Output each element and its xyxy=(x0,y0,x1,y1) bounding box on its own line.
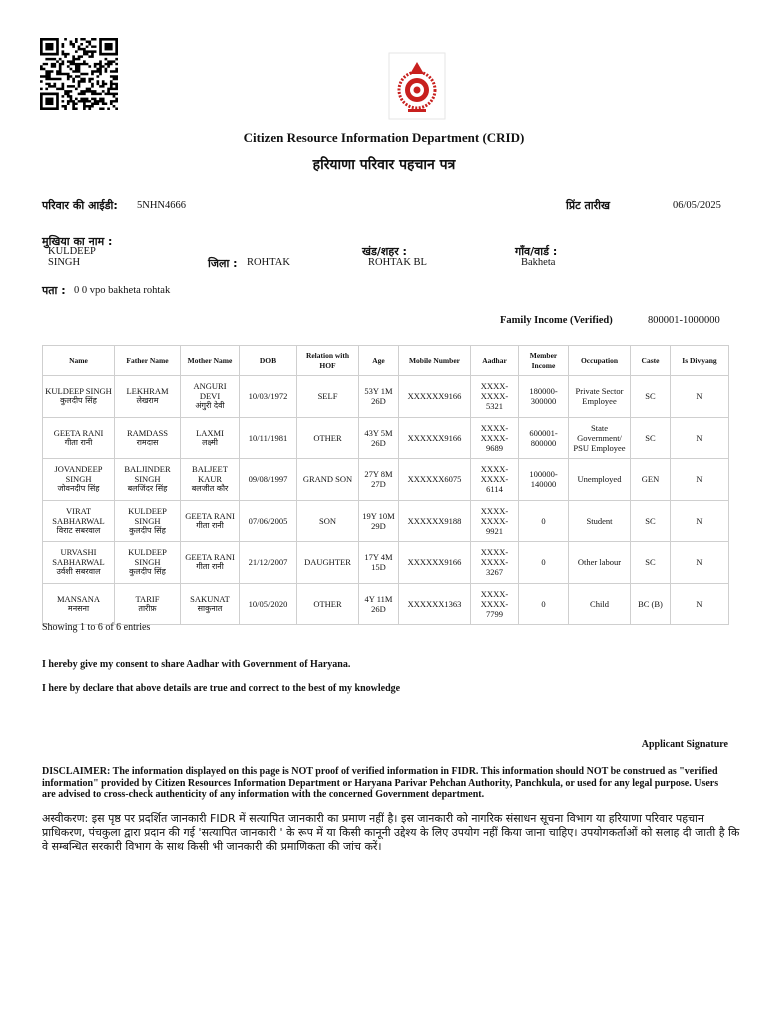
col-header-name: Name xyxy=(43,346,115,376)
cell-relation: OTHER xyxy=(297,417,359,459)
cell-mother: BALJEET KAUR बलजीत कौर xyxy=(181,459,240,501)
cell-relation: SON xyxy=(297,500,359,542)
cell-income: 0 xyxy=(519,583,569,625)
cell-name: KULDEEP SINGH कुलदीप सिंह xyxy=(43,376,115,418)
cell-caste: SC xyxy=(631,376,671,418)
cell-father: LEKHRAM लेखराम xyxy=(115,376,181,418)
cell-income: 180000-300000 xyxy=(519,376,569,418)
print-date-value: 06/05/2025 xyxy=(673,200,721,211)
cell-dob: 21/12/2007 xyxy=(240,542,297,584)
aadhar-consent-text: I hereby give my consent to share Aadhar with Government of Haryana. xyxy=(42,659,351,670)
table-row xyxy=(43,500,729,542)
cell-income: 0 xyxy=(519,500,569,542)
address-value: 0 0 vpo bakheta rohtak xyxy=(74,285,171,296)
print-date-label: प्रिंट तारीख xyxy=(566,199,610,212)
cell-occupation: Child xyxy=(569,583,631,625)
cell-father: RAMDASS रामदास xyxy=(115,417,181,459)
cell-aadhar: XXXX-XXXX-5321 xyxy=(471,376,519,418)
cell-relation: SELF xyxy=(297,376,359,418)
cell-divyang: N xyxy=(671,500,729,542)
cell-name: MANSANA मनसना xyxy=(43,583,115,625)
col-header-mobile: Mobile Number xyxy=(399,346,471,376)
cell-income: 0 xyxy=(519,542,569,584)
cell-age: 27Y 8M 27D xyxy=(359,459,399,501)
cell-mobile: XXXXXX6075 xyxy=(399,459,471,501)
col-header-father: Father Name xyxy=(115,346,181,376)
haryana-emblem-icon xyxy=(388,52,446,120)
cell-aadhar: XXXX-XXXX-3267 xyxy=(471,542,519,584)
cell-occupation: Other labour xyxy=(569,542,631,584)
cell-divyang: N xyxy=(671,583,729,625)
village-value: Bakheta xyxy=(521,257,556,268)
table-header-row xyxy=(43,346,729,376)
col-header-aadhar: Aadhar xyxy=(471,346,519,376)
cell-name: GEETA RANI गीता रानी xyxy=(43,417,115,459)
cell-mother: ANGURI DEVI अंगुरी देवी xyxy=(181,376,240,418)
cell-dob: 10/05/2020 xyxy=(240,583,297,625)
col-header-age: Age xyxy=(359,346,399,376)
cell-income: 600001-800000 xyxy=(519,417,569,459)
cell-father: KULDEEP SINGH कुलदीप सिंह xyxy=(115,542,181,584)
cell-divyang: N xyxy=(671,417,729,459)
head-name-line2: SINGH xyxy=(48,257,81,268)
family-income-value: 800001-1000000 xyxy=(648,315,720,326)
cell-age: 43Y 5M 26D xyxy=(359,417,399,459)
cell-mother: GEETA RANI गीता रानी xyxy=(181,542,240,584)
col-header-occupation: Occupation xyxy=(569,346,631,376)
col-header-dob: DOB xyxy=(240,346,297,376)
cell-mobile: XXXXXX9188 xyxy=(399,500,471,542)
address-label: पता : xyxy=(42,284,66,297)
cell-age: 19Y 10M 29D xyxy=(359,500,399,542)
cell-caste: BC (B) xyxy=(631,583,671,625)
col-header-divyang: Is Divyang xyxy=(671,346,729,376)
col-header-caste: Caste xyxy=(631,346,671,376)
disclaimer-english: DISCLAIMER: The information displayed on this page is NOT proof of verified information in FIDR. This information should NOT be construed as "verified information" provided by Citizen Resources Information Department or Haryana Parivar Pehchan Authority, Panchkula, or used for any legal purpose. Users are advised to cross-check authenticity of any information with the concerned Government department. xyxy=(42,766,719,800)
district-label: जिला : xyxy=(208,257,238,270)
applicant-signature-label: Applicant Signature xyxy=(641,739,728,750)
table-row xyxy=(43,376,729,418)
table-entries-info: Showing 1 to 6 of 6 entries xyxy=(42,622,151,633)
cell-dob: 10/03/1972 xyxy=(240,376,297,418)
head-name-line1: KULDEEP xyxy=(48,246,96,257)
cell-occupation: Private Sector Employee xyxy=(569,376,631,418)
disclaimer-hindi: अस्वीकरण: इस पृष्ठ पर प्रदर्शित जानकारी FIDR में सत्यापित जानकारी का प्रमाण नहीं है। इस जानकारी को नागरिक संसाधन सूचना विभाग या हरियाणा परिवार पहचान प्राधिकरण, पंचकुला द्वारा प्रदान की गई 'सत्यापित जानकारी ' के रूप में या किसी कानूनी उद्देश्य के लिए उपयोग नहीं किया जाना चाहिए। उपयोगकर्ताओं को सलाह दी जाती है कि वे सम्बन्धित सरकारी विभाग के साथ किसी भी जानकारी की प्रमाणिकता की जांच करें। xyxy=(42,812,740,853)
department-title: Citizen Resource Information Department (CRID) xyxy=(243,130,525,145)
table-row xyxy=(43,459,729,501)
card-title: हरियाणा परिवार पहचान पत्र xyxy=(312,157,456,173)
cell-aadhar: XXXX-XXXX-6114 xyxy=(471,459,519,501)
village-label: गाँव/वार्ड : xyxy=(515,245,558,258)
col-header-income: Member Income xyxy=(519,346,569,376)
cell-caste: GEN xyxy=(631,459,671,501)
cell-age: 4Y 11M 26D xyxy=(359,583,399,625)
cell-caste: SC xyxy=(631,417,671,459)
cell-occupation: State Government/ PSU Employee xyxy=(569,417,631,459)
cell-mobile: XXXXXX1363 xyxy=(399,583,471,625)
cell-mobile: XXXXXX9166 xyxy=(399,376,471,418)
cell-divyang: N xyxy=(671,542,729,584)
cell-aadhar: XXXX-XXXX-9689 xyxy=(471,417,519,459)
cell-name: URVASHI SABHARWAL उर्वशी सबरवाल xyxy=(43,542,115,584)
cell-divyang: N xyxy=(671,376,729,418)
cell-father: TARIF तारीफ़ xyxy=(115,583,181,625)
cell-age: 53Y 1M 26D xyxy=(359,376,399,418)
cell-name: VIRAT SABHARWAL विराट सबरवाल xyxy=(43,500,115,542)
cell-aadhar: XXXX-XXXX-7799 xyxy=(471,583,519,625)
cell-dob: 07/06/2005 xyxy=(240,500,297,542)
members-table xyxy=(42,345,728,625)
block-label: खंड/शहर : xyxy=(362,245,407,258)
cell-mobile: XXXXXX9166 xyxy=(399,542,471,584)
declaration-text: I here by declare that above details are true and correct to the best of my knowledge xyxy=(42,683,401,694)
family-id-label: परिवार की आईडी: xyxy=(42,199,118,212)
cell-divyang: N xyxy=(671,459,729,501)
cell-mother: LAXMI लक्ष्मी xyxy=(181,417,240,459)
head-of-family-label: मुखिया का नाम : xyxy=(42,235,113,248)
cell-father: BALJINDER SINGH बलजिंदर सिंह xyxy=(115,459,181,501)
table-row xyxy=(43,417,729,459)
cell-father: KULDEEP SINGH कुलदीप सिंह xyxy=(115,500,181,542)
cell-dob: 09/08/1997 xyxy=(240,459,297,501)
qr-code-icon xyxy=(40,38,118,110)
cell-occupation: Student xyxy=(569,500,631,542)
cell-dob: 10/11/1981 xyxy=(240,417,297,459)
cell-relation: OTHER xyxy=(297,583,359,625)
cell-caste: SC xyxy=(631,500,671,542)
table-row xyxy=(43,583,729,625)
family-income-label: Family Income (Verified) xyxy=(500,315,613,326)
cell-mother: GEETA RANI गीता रानी xyxy=(181,500,240,542)
cell-occupation: Unemployed xyxy=(569,459,631,501)
col-header-mother: Mother Name xyxy=(181,346,240,376)
cell-income: 100000-140000 xyxy=(519,459,569,501)
cell-relation: DAUGHTER xyxy=(297,542,359,584)
block-value: ROHTAK BL xyxy=(368,257,427,268)
cell-age: 17Y 4M 15D xyxy=(359,542,399,584)
col-header-relation: Relation with HOF xyxy=(297,346,359,376)
cell-aadhar: XXXX-XXXX-9921 xyxy=(471,500,519,542)
district-value: ROHTAK xyxy=(247,257,290,268)
cell-relation: GRAND SON xyxy=(297,459,359,501)
cell-name: JOVANDEEP SINGH जोवनदीप सिंह xyxy=(43,459,115,501)
cell-mobile: XXXXXX9166 xyxy=(399,417,471,459)
table-row xyxy=(43,542,729,584)
cell-caste: SC xyxy=(631,542,671,584)
family-id-value: 5NHN4666 xyxy=(137,200,186,211)
cell-mother: SAKUNAT साकुनात xyxy=(181,583,240,625)
